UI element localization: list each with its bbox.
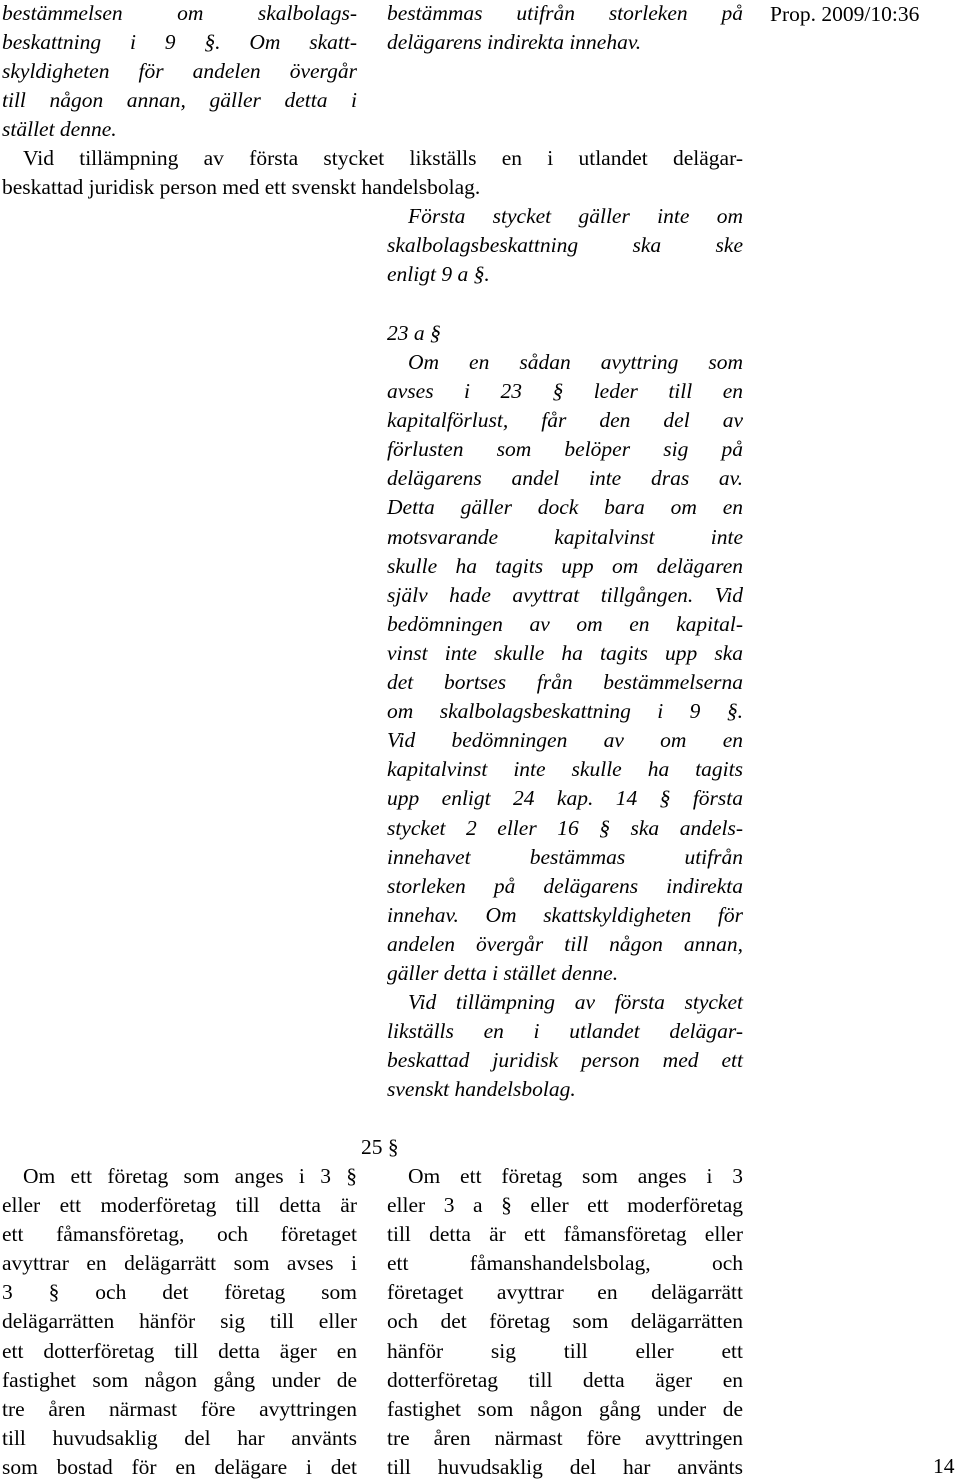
text-line: storleken på delägarens indirekta bbox=[387, 873, 743, 898]
text-line: andelen övergår till någon annan, bbox=[387, 931, 743, 956]
text-line: motsvarande kapitalvinst inte bbox=[387, 524, 743, 549]
text-line: beskattad juridisk person med ett bbox=[387, 1048, 743, 1073]
text-line: till detta är ett fåmansföretag eller bbox=[387, 1222, 743, 1247]
text-line: beskattad juridisk person med ett svenskt handelsbolag. bbox=[2, 175, 481, 200]
text-line: stället denne. bbox=[2, 117, 117, 142]
section-25-proposed-text bbox=[387, 1162, 743, 1482]
text-line: till någon annan, gäller detta i bbox=[2, 88, 357, 113]
text-line: gäller detta i stället denne. bbox=[387, 960, 619, 985]
text-line: ett fåmanshandelsbolag, och bbox=[387, 1251, 743, 1276]
text-line: själv hade avyttrat tillgången. Vid bbox=[387, 582, 743, 607]
page-number: 14 bbox=[933, 1454, 955, 1478]
text-line: Om ett företag som anges i 3 bbox=[408, 1164, 743, 1188]
text-line: ett fåmansföretag, och företaget bbox=[2, 1222, 357, 1247]
text-line: 3 § och det företag som bbox=[2, 1280, 357, 1305]
text-line: fastighet som någon gång under de bbox=[387, 1396, 743, 1421]
text-line: tre åren närmast före avyttringen bbox=[2, 1396, 357, 1421]
text-line: Vid tillämpning av första stycket likställs en i utlandet delägar- bbox=[23, 146, 743, 170]
forsta-stycket-paragraph bbox=[387, 202, 743, 289]
text-line: bedömningen av om en kapital- bbox=[387, 611, 743, 636]
text-line: om skalbolagsbeskattning i 9 §. bbox=[387, 699, 743, 724]
text-line: innehavet bestämmas utifrån bbox=[387, 844, 743, 869]
text-line: stycket 2 eller 16 § ska andels- bbox=[387, 815, 743, 840]
text-line: kapitalförlust, får den del av bbox=[387, 408, 743, 433]
text-line: eller 3 a § eller ett moderföretag bbox=[387, 1193, 743, 1218]
text-line: eller ett moderföretag till detta är bbox=[2, 1193, 357, 1218]
text-line: Vid bedömningen av om en bbox=[387, 728, 743, 753]
text-line: tre åren närmast före avyttringen bbox=[387, 1425, 743, 1450]
text-line: fastighet som någon gång under de bbox=[2, 1367, 357, 1392]
text-line: beskattning i 9 §. Om skatt- bbox=[2, 30, 357, 55]
text-line: likställs en i utlandet delägar- bbox=[387, 1019, 743, 1044]
text-line: bestämmelsen om skalbolags- bbox=[2, 1, 357, 25]
top-left-paragraph bbox=[2, 0, 357, 144]
text-line: avses i 23 § leder till en bbox=[387, 379, 743, 404]
text-line: Om en sådan avyttring som bbox=[408, 350, 743, 374]
text-line: skalbolagsbeskattning ska ske bbox=[387, 233, 743, 258]
text-line: vinst inte skulle ha tagits upp ska bbox=[387, 640, 743, 665]
section-heading-25: 25 § bbox=[361, 1135, 399, 1159]
text-line: Vid tillämpning av första stycket bbox=[408, 990, 743, 1015]
text-line: svenskt handelsbolag. bbox=[387, 1077, 576, 1102]
text-line: företaget avyttrar en delägarrätt bbox=[387, 1280, 743, 1305]
text-line: skyldigheten för andelen övergår bbox=[2, 59, 357, 84]
text-line: kapitalvinst inte skulle ha tagits bbox=[387, 757, 743, 782]
text-line: bestämmas utifrån storleken på bbox=[387, 1, 743, 25]
text-line: dotterföretag till detta äger en bbox=[387, 1367, 743, 1392]
text-line: delägarrätten hänför sig till eller bbox=[2, 1309, 357, 1334]
text-line: det bortses från bestämmelserna bbox=[387, 670, 743, 695]
section-23a-text bbox=[387, 348, 743, 1104]
text-line: upp enligt 24 kap. 14 § första bbox=[387, 786, 743, 811]
text-line: hänför sig till eller ett bbox=[387, 1338, 743, 1363]
proposition-reference: Prop. 2009/10:36 bbox=[770, 2, 920, 26]
text-line: delägarens indirekta innehav. bbox=[387, 30, 642, 55]
text-line: ett dotterföretag till detta äger en bbox=[2, 1338, 357, 1363]
section-heading-23a: 23 a § bbox=[387, 321, 441, 345]
text-line: Om ett företag som anges i 3 § bbox=[23, 1164, 357, 1188]
text-line: och det företag som delägarrätten bbox=[387, 1309, 743, 1334]
text-line: Detta gäller dock bara om en bbox=[387, 495, 743, 520]
text-line: enligt 9 a §. bbox=[387, 262, 490, 287]
text-line: som bostad för en delägare i det bbox=[2, 1454, 357, 1479]
text-line: skulle ha tagits upp om delägaren bbox=[387, 553, 743, 578]
text-line: Första stycket gäller inte om bbox=[408, 204, 743, 228]
text-line: förlusten som belöper sig på bbox=[387, 437, 743, 462]
wide-paragraph bbox=[2, 144, 743, 202]
section-25-current-text bbox=[2, 1162, 357, 1482]
text-line: delägarens andel inte dras av. bbox=[387, 466, 743, 491]
text-line: till huvudsaklig del har använts bbox=[2, 1425, 357, 1450]
top-right-paragraph bbox=[387, 0, 743, 57]
text-line: avyttrar en delägarrätt som avses i bbox=[2, 1251, 357, 1276]
text-line: till huvudsaklig del har använts bbox=[387, 1454, 743, 1479]
text-line: innehav. Om skattskyldigheten för bbox=[387, 902, 743, 927]
